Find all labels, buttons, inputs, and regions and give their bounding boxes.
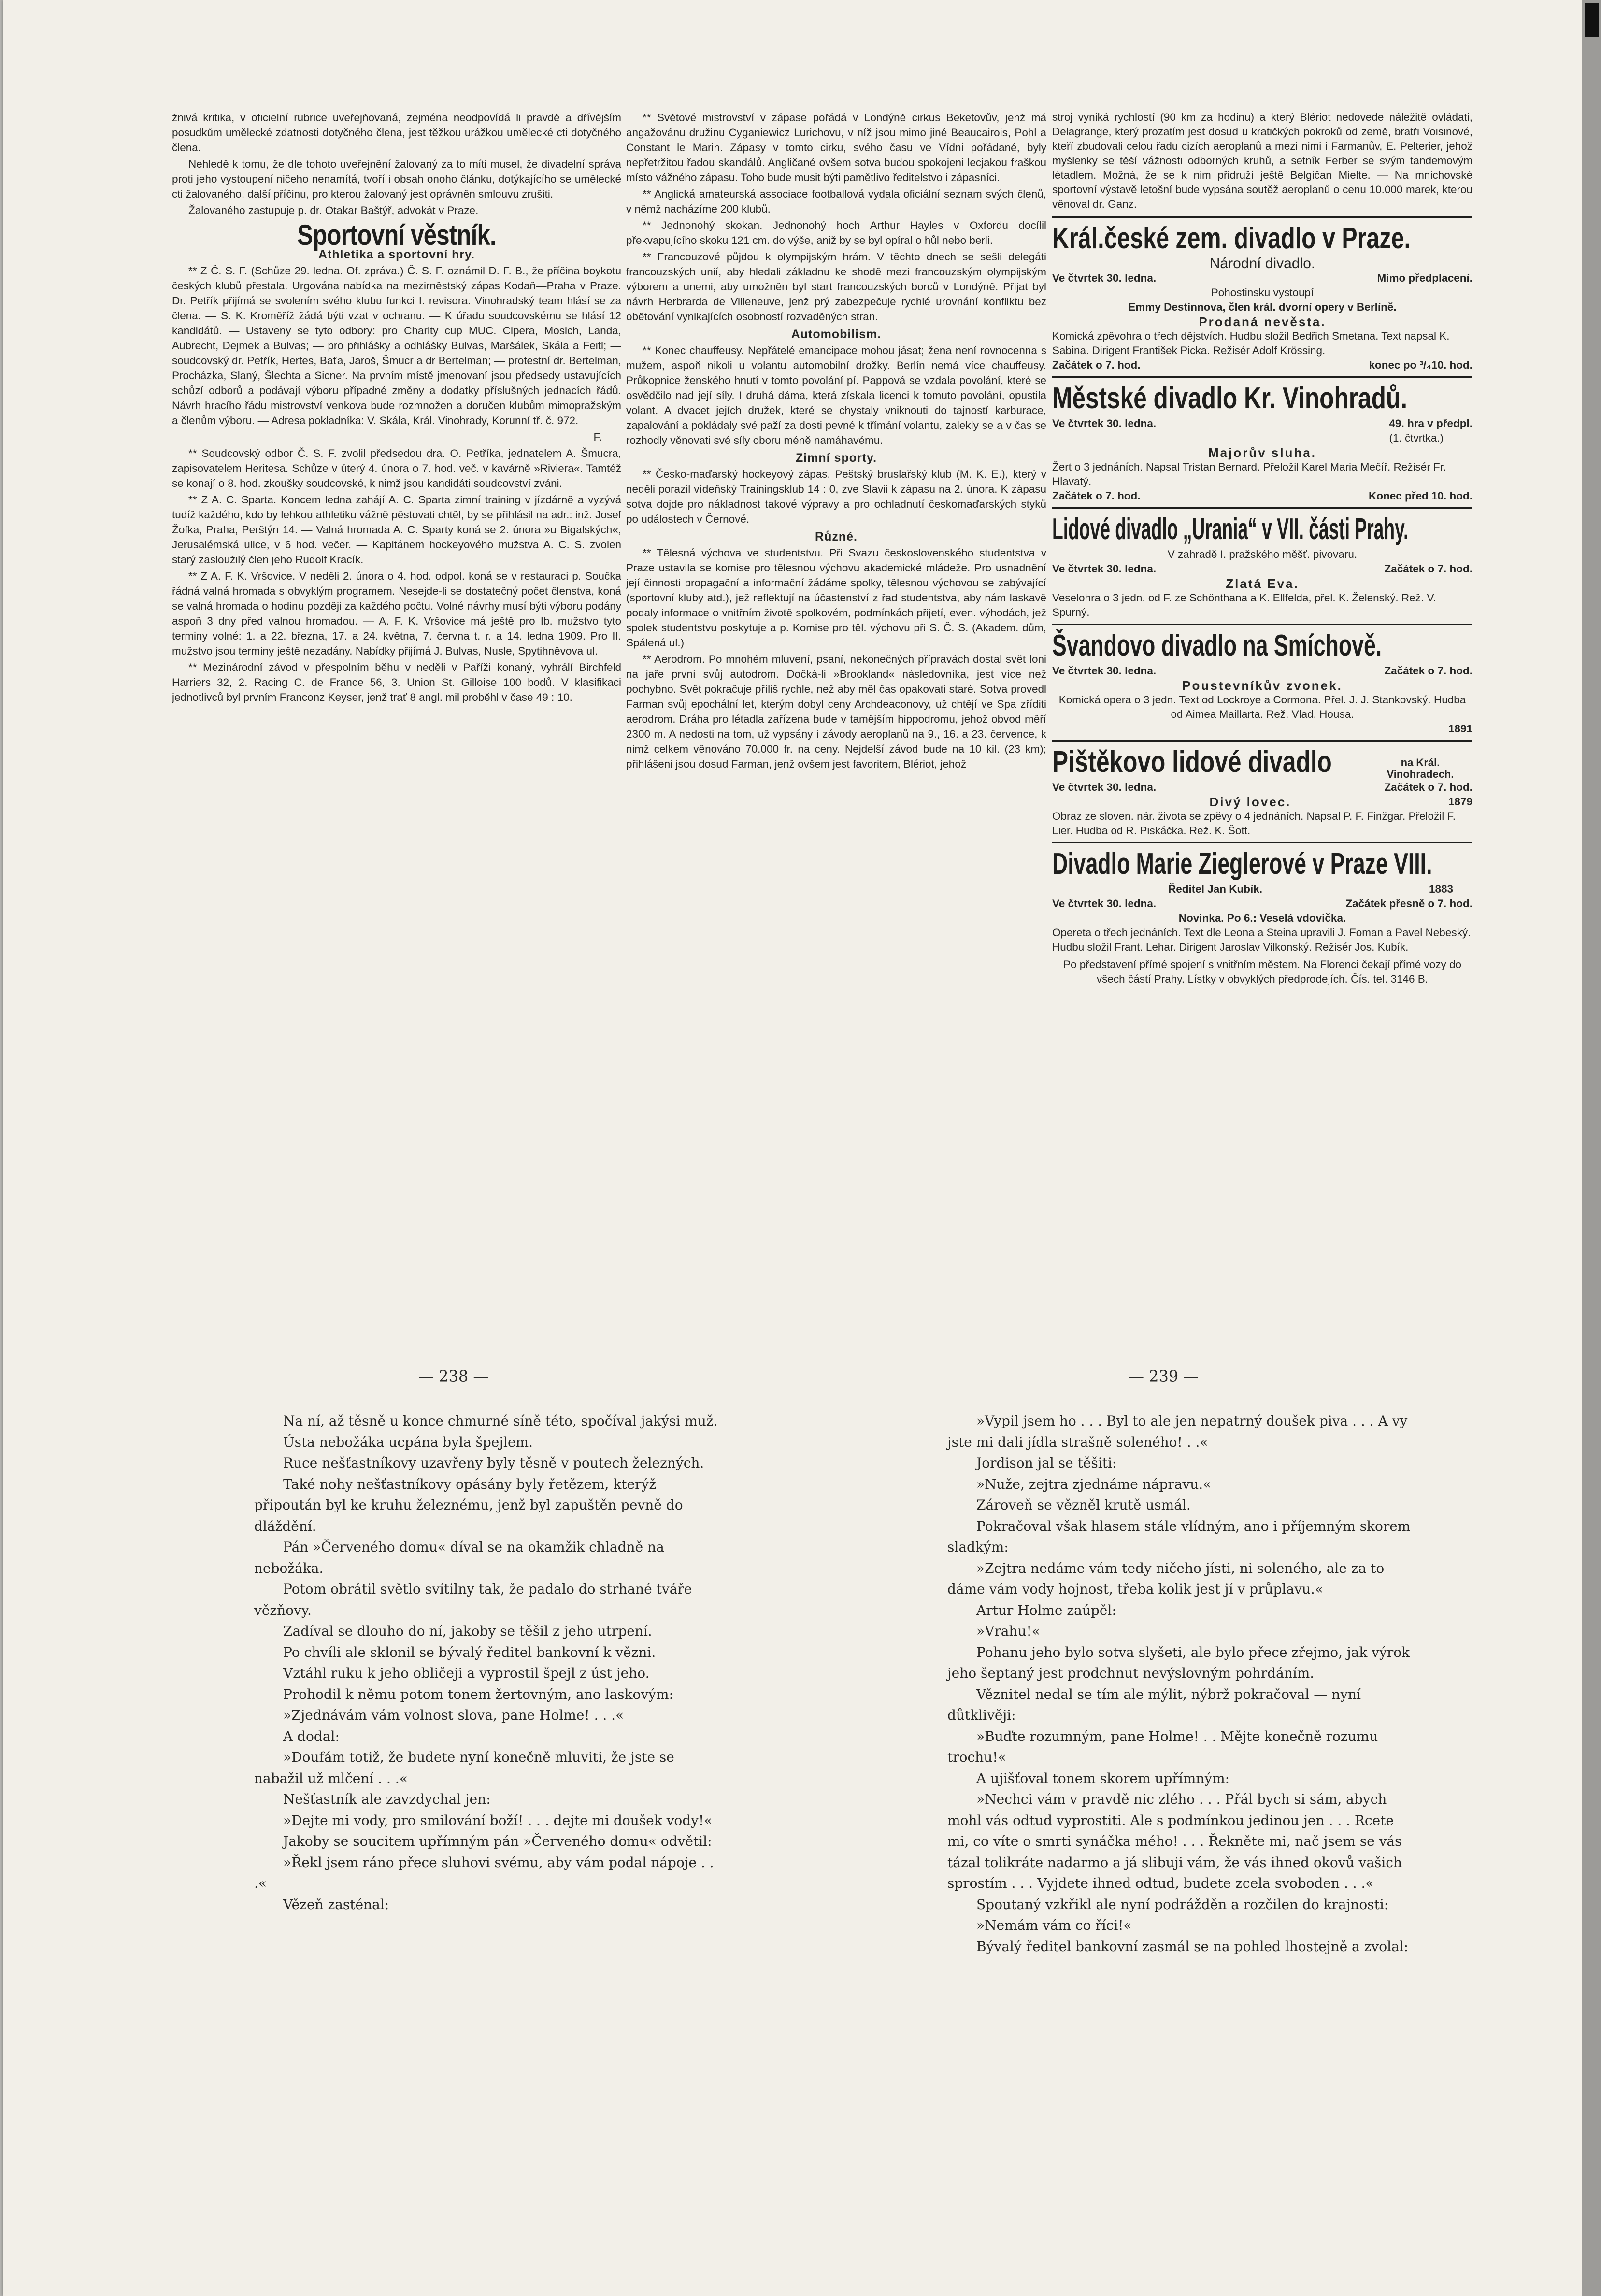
founding-year: 1883: [1429, 883, 1453, 895]
guest-artist: Emmy Destinnova, člen král. dvorní opery v Berlíně.: [1128, 301, 1397, 313]
play-title: Prodaná nevěsta.: [1199, 314, 1326, 329]
divider: [1052, 842, 1472, 843]
story-paragraph: Věznitel nedal se tím ale mýlit, nýbrž pokračoval — nyní důtklivěji:: [947, 1686, 1361, 1723]
story-paragraph: Na ní, až těsně u konce chmurné síně této, spočíval jakýsi muž.: [283, 1413, 718, 1429]
subheading: Různé.: [815, 530, 858, 543]
theatre-name: Lidové divadlo „Urania“ v VII. části Prahy.: [1052, 513, 1409, 546]
play-description: Opereta o třech jednáních. Text dle Leona a Steina upravili J. Foman a Pavel Nebeský. Hudbu složil Frant. Lehar. Dirigent Jaroslav Vilkonský. Režisér Jos. Kubík.: [1052, 927, 1471, 953]
story-paragraph: »Řekl jsem ráno přece sluhovi svému, aby vám podal nápoje . . .«: [254, 1854, 714, 1891]
article-paragraph: ** Aerodrom. Po mnohém mluvení, psaní, nekonečných přípravách dostal svět loni na jaře první svůj autodrom. Dočká-li »Brookland« následovníka, jest více než pochybno. Svět pokračuje příliš rychle, než aby měl čas opakovati staré. Sotva provedl Farman svůj epochální let, kterým dobyl ceny Archdeaconovy, už chtějí ve Spa zříditi aerodrom. Dráha pro létadla zařízena bude v tamějším hippodromu, jehož obvod měří 2300 m. A nedosti na tom, už vypsány i závody aeroplanů na 9., 16. a 23. července, k nimž celkem věnováno 70.000 fr. na ceny. Nejdelší závod bude na 10 kil. (23 km); přihlášeni jsou dosud Farman, jenž ovšem jest favoritem, Blériot, jehož: [626, 653, 1046, 770]
start-time: Začátek o 7. hod.: [1052, 359, 1141, 371]
scan-marker: [1585, 3, 1599, 37]
page-number-left: — 238 —: [418, 1367, 489, 1385]
theatre-name: Městské divadlo Kr. Vinohradů.: [1052, 382, 1408, 415]
premiere-year: 1879: [1448, 796, 1472, 808]
start-time: Začátek přesně o 7. hod.: [1345, 898, 1472, 910]
note: Pohostinsku vystoupí: [1211, 286, 1314, 299]
story-paragraph: Ruce nešťastníkovy uzavřeny byly těsně v poutech železných.: [283, 1455, 704, 1471]
article-paragraph: ** Konec chauffeusy. Nepřátelé emancipace mohou jásat; žena není rovnocenna s mužem, aspoň nikoli u volantu automobilní drožky. Berlín nemá více chauffeusy. Průkopnice ženského hnutí v tomto povolání pí. Pappová se vzdala povolání, které se osvědčilo nad její síly. I druhá dáma, která získala licenci k tomuto povolání, opustila volant. A dvacet jejích družek, které se chystaly vniknouti do tajností karburace, zapalování a pokládaly své paží za dosti pevné k třímání volantu, zalekly se a v čas se rozhodly věnovati své síly oboru méně namáhavému.: [626, 344, 1046, 446]
story-paragraph: Jordison jal se těšiti:: [976, 1455, 1117, 1471]
story-paragraph: Pohanu jeho bylo sotva slyšeti, ale bylo přece zřejmo, jak výrok jeho šeptaný jest prodchnut nevýslovným pohrdáním.: [947, 1644, 1410, 1681]
start-time: Začátek o 7. hod.: [1052, 490, 1141, 502]
play-title: Majorův sluha.: [1208, 445, 1317, 460]
article-paragraph: žnivá kritika, v oficielní rubrice uveřejňovaná, zejména neodpovídá li pravdě a dřívějším posudkům umělecké zdatnosti dotyčného člena, jest těžkou urážkou umělecké cti dotyčného člena.: [172, 112, 621, 154]
story-paragraph: Prohodil k němu potom tonem žertovným, ano laskovým:: [283, 1686, 673, 1702]
article-paragraph: Žalovaného zastupuje p. dr. Otakar Baštýř, advokát v Praze.: [188, 204, 479, 216]
story-left: [254, 1411, 723, 1915]
article-paragraph: stroj vyniká rychlostí (90 km za hodinu) a který Blériot nedovede náležitě ovládati, Delagrange, který prozatím jest dosud u kratičkých pokroků od země, bratři Voisinové, kteří zbudovali celou řadu cizích aeroplanů a mezi nimi i Farmanův, E. Pelterier, jehož myšlenky se těší vážnosti odborných kruhů, a setník Ferber se svým tandemovým létadlem. Možná, že se k nim přidruží ještě Belgičan Mielte. — Na mnichovské sportovní výstavě letošní bude vypsána soutěž aeroplanů o cenu 10.000 marek, kterou věnoval dr. Ganz.: [1052, 111, 1472, 210]
article-paragraph: ** Soudcovský odbor Č. S. F. zvolil předsedou dra. O. Petříka, jednatelem A. Šmucra, zapisovatelem Heritesa. Schůze v úterý 4. února o 7. hod. več. v kavárně »Riviera«. Tamtéž se konají o 8. hod. zkoušky soudcovské, k nimž jsou kandidáti soudcovství zváni.: [172, 447, 621, 489]
start-time: Začátek o 7. hod.: [1384, 563, 1472, 575]
date: Ve čtvrtek 30. ledna.: [1052, 272, 1157, 284]
story-paragraph: »Nechci vám v pravdě nic zlého . . . Přál bych si sám, abych mohl vás odtud vyprostiti. Ale s podmínkou jedinou jen . . . Rcete mi, co víte o smrti synáčka mého! . . . Řekněte mi, nač jsem se vás tázal tolikráte nadarmo a já slibuji vám, že vás ihned okovů vašich sprostím . . . Vyjdete ihned odtud, budete zcela svoboden . . .«: [947, 1791, 1402, 1891]
story-paragraph: Zároveň se vězněl krutě usmál.: [976, 1497, 1191, 1513]
story-paragraph: Jakoby se soucitem upřímným pán »Červeného domu« odvětil:: [283, 1833, 712, 1849]
divider: [1052, 376, 1472, 378]
theatre-subname: V zahradě I. pražského měšť. pivovaru.: [1167, 548, 1358, 560]
date: Ve čtvrtek 30. ledna.: [1052, 898, 1157, 910]
story-paragraph: »Zjednávám vám volnost slova, pane Holme! . . .«: [283, 1707, 624, 1723]
story-paragraph: »Vypil jsem ho . . . Byl to ale jen nepatrný doušek piva . . . A vy jste mi dali jídla strašně soleného! . .«: [947, 1413, 1408, 1450]
newspaper-sheet: [3, 0, 1582, 2296]
play-title: Zlatá Eva.: [1226, 576, 1299, 591]
article-paragraph: ** Z A. F. K. Vršovice. V neděli 2. února o 4. hod. odpol. koná se v restauraci p. Součka řádná valná hromada s obvyklým programem. Nesejde-li se dostatečný počet členstva, koná se valná hromada o hodinu později za každého počtu. Volné návrhy musí býti výboru podány aspoň 3 dny před valnou hromadou. — A. F. K. Vršovice má ještě pro Ib. mužstvo tyto terminy volné: 1. a 22. března, 17. a 24. května, 7. června t. r. a 14. ledna 1909. Pro II. mužstvo jsou terminy ještě nezadány. Nabídky přijímá J. Bulvas, Nusle, Spytihněvova ul.: [172, 570, 621, 657]
subscription: 49. hra v předpl.: [1389, 417, 1472, 429]
article-paragraph: ** Z A. C. Sparta. Koncem ledna zahájí A. C. Sparta zimní training v jízdárně a vyzývá tudíž každého, kdo by lehkou athletiku vážně pěstovati chtěl, by se přihlásil na adr.: inž. Josef Žofka, Praha, Perštýn 14. — Valná hromada A. C. Sparty koná se 2. února »u Bigalských«, Jerusalémská ulice, v 6 hod. večer. — Kapitánem hockeyového mužstva A. C. S. zvolen starý zasloužilý člen jeho Rudolf Kracík.: [172, 494, 621, 566]
column-2: [626, 110, 1046, 773]
date: Ve čtvrtek 30. ledna.: [1052, 665, 1157, 677]
play-description: Žert o 3 jednáních. Napsal Tristan Bernard. Přeložil Karel Maria Mečíř. Režisér Fr. Hlavatý.: [1052, 461, 1446, 487]
section-title: Sportovní věstník.: [297, 219, 496, 251]
theatre-name: Pištěkovo lidové divadlo: [1052, 745, 1332, 779]
theatre-listing: [1052, 216, 1472, 372]
premiere-year: 1891: [1448, 723, 1472, 735]
subheading: Automobilism.: [791, 328, 882, 341]
story-paragraph: Pokračoval však hlasem stále vlídným, ano i příjemným skorem sladkým:: [947, 1518, 1411, 1555]
story-paragraph: Také nohy nešťastníkovy opásány byly řetězem, kterýž připoután byl ke kruhu železnému, jenž byl zapuštěn pevně do dláždění.: [254, 1476, 683, 1534]
story-paragraph: Potom obrátil světlo svítilny tak, že padalo do strhané tváře vězňovy.: [254, 1581, 692, 1618]
subscription-note: (1. čtvrtka.): [1389, 432, 1444, 444]
play-description: Komická opera o 3 jedn. Text od Lockroye a Cormona. Přel. J. J. Stankovský. Hudba od Aimea Maillarta. Rež. Vlad. Housa.: [1058, 694, 1466, 720]
story-paragraph: Ústa nebožáka ucpána byla špejlem.: [283, 1434, 533, 1450]
theatre-location: na Král. Vinohradech.: [1387, 756, 1454, 780]
end-time: Konec před 10. hod.: [1368, 490, 1472, 502]
story-paragraph: »Doufám totiž, že budete nyní konečně mluviti, že jste se nabažil už mlčení . . .«: [254, 1749, 674, 1786]
story-right: [947, 1411, 1411, 1957]
transport-note: Po představení přímé spojení s vnitřním městem. Na Florenci čekají přímé vozy do všech částí Prahy. Lístky v obvyklých předprodejích. Čís. tel. 3146 B.: [1063, 958, 1462, 985]
article-paragraph: ** Francouzové půjdou k olympijským hrám. V těchto dnech se sešli delegáti francouzských unií, aby hledali základnu ke shodě mezi francouzským olympijským výborem a unemi, aby umožněn byl start francouzských borců v Londýně. Přijat byl návrh Herbrarda de Villeneuve, jenž prý zabezpečuje rychlé urovnání konfliktu bez obětování vynikajících osobností rozvaděných stran.: [626, 251, 1046, 323]
theatre-listing: [1052, 740, 1472, 838]
subscription: Mimo předplacení.: [1377, 272, 1472, 284]
divider: [1052, 740, 1472, 742]
story-paragraph: Zadíval se dlouho do ní, jakoby se těšil z jeho utrpení.: [283, 1623, 652, 1639]
column-1: [172, 110, 621, 706]
theatre-name: Král.české zem. divadlo v Praze.: [1052, 222, 1411, 255]
play-title: Novinka. Po 6.: Veselá vdovička.: [1178, 912, 1346, 924]
story-paragraph: Spoutaný vzkřikl ale nyní podrážděn a rozčilen do krajnosti:: [976, 1896, 1389, 1912]
story-paragraph: »Zejtra nedáme vám tedy ničeho jísti, ni soleného, ale za to dáme vám vody hojnost, třeba kolik jest jí v průplavu.«: [947, 1560, 1385, 1597]
page-number-right: — 239 —: [1129, 1367, 1199, 1385]
start-time: Začátek o 7. hod.: [1384, 781, 1472, 793]
theatre-name: Švandovo divadlo na Smíchově.: [1052, 629, 1382, 662]
play-description: Obraz ze sloven. nár. života se zpěvy o 4 jednáních. Napsal P. F. Finžgar. Přeložil F. Lier. Hudba od R. Piskáčka. Rež. K. Šott.: [1052, 810, 1456, 837]
theatre-listing: [1052, 507, 1472, 620]
theatre-listing: [1052, 624, 1472, 736]
article-paragraph: ** Anglická amateurská associace footballová vydala oficiální seznam svých členů, v němž nacházíme 200 klubů.: [626, 188, 1046, 215]
divider: [1052, 507, 1472, 509]
article-paragraph: ** Jednonohý skokan. Jednonohý hoch Arthur Hayles v Oxfordu docílil překvapujícího skoku 121 cm. do výše, aniž by se byl opíral o hůl nebo berli.: [626, 219, 1046, 246]
article-paragraph: ** Tělesná výchova ve studentstvu. Při Svazu československého studentstva v Praze ustavila se komise pro tělesnou výchovu akademické mládeže. Pro usnadnění její činnosti propagační a informační žádáme spolky, tělesnou výchovou se zabývající (sportovní kluby atd.), jež reflektují na účastenství z řad studentstva, aby nám laskavě podaly informace o vnitřním životě spolkovém, podmínkách přijetí, even. výhodách, jež spolek studentstvu poskytuje a p. Komise pro těl. výchovu při S. Č. S. (Akadem. dům, Spálená ul.): [626, 547, 1046, 649]
subheading: Zimní sporty.: [795, 451, 877, 465]
theatre-subname: Národní divadlo.: [1209, 256, 1315, 271]
article-paragraph: ** Světové mistrovství v zápase pořádá v Londýně cirkus Beketovův, jenž má angažovánu družinu Cyganiewicz Lurichovu, v níž jsou mimo jiné Beaucairois, Pohl a Constant le Marin. Zápasy v tomto cirku, svého času ve Vídni pořádané, byly nepřetržitou řadou skandálů. Angličané ovšem sotva budou spokojeni lecjakou fraškou místo vážného zápasu. Toho bude musit býti pamětlivo ředitelstvo i zápasníci.: [626, 112, 1046, 184]
story-paragraph: »Nuže, zejtra zjednáme nápravu.«: [976, 1476, 1212, 1492]
story-paragraph: Pán »Červeného domu« díval se na okamžik chladně na nebožáka.: [254, 1539, 664, 1576]
story-paragraph: Po chvíli ale sklonil se bývalý ředitel bankovní k vězni.: [283, 1644, 656, 1660]
article-paragraph: ** Česko-maďarský hockeyový zápas. Peštský bruslařský klub (M. K. E.), který v neděli porazil vídeňský Trainingsklub 14 : 0, zve Slavii k zápasu na 2. února. K zápasu sotva dojde pro nákladnost takové výpravy a pro ochladnutí českomaďarských styků po událostech v Černové.: [626, 468, 1046, 525]
story-paragraph: A dodal:: [283, 1728, 340, 1744]
article-paragraph: ** Mezinárodní závod v přespolním běhu v neděli v Paříži konaný, vyhrálí Birchfeld Harriers 32, 2. Racing C. de France 56, 3. Union St. Gilloise 100 bodů. V klasifikaci jednotlivců byl prvním Franconz Keyser, jenž trať 8 angl. mil proběhl v čase 49 : 10.: [172, 661, 621, 703]
story-paragraph: »Nemám vám co říci!«: [976, 1917, 1132, 1933]
story-paragraph: Vězeň zasténal:: [283, 1896, 389, 1912]
date: Ve čtvrtek 30. ledna.: [1052, 781, 1157, 793]
theatre-name: Divadlo Marie Zieglerové v Praze VIII.: [1052, 847, 1432, 881]
theatre-listing: [1052, 376, 1472, 503]
story-paragraph: Bývalý ředitel bankovní zasmál se na pohled lhostejně a zvolal:: [976, 1938, 1409, 1954]
date: Ve čtvrtek 30. ledna.: [1052, 417, 1157, 429]
divider: [1052, 216, 1472, 218]
story-paragraph: »Dejte mi vody, pro smilování boží! . . . dejte mi doušek vody!«: [283, 1812, 713, 1828]
story-paragraph: Nešťastník ale zavzdychal jen:: [283, 1791, 491, 1807]
article-paragraph: ** Z Č. S. F. (Schůze 29. ledna. Of. zpráva.) Č. S. F. oznámil D. F. B., že příčina boykotu českých klubů přestala. Urgována nabídka na mezirněstský zápas Kodaň—Praha v Praze. Dr. Petřík přijímá se svolením svého klubu funkci I. revisora. Vinohradský team hlásí se za člena. — S. K. Kroměříž žádá býti vzat v ochranu. — K úřadu soudcovskému se hlásí 12 kandidátů. — Ustaveny se tyto odbory: pro Charity cup MUC. Cipera, Mosich, Landa, Aubrecht, Dejmek a Bulvas; — pro přihlášky a odhlášky Bulvas, Maršálek, Skála a Feitl; — soudcovský dr. Petřík, Hertes, Baťa, Jaroš, Šmucr a dr Bertelman; — protestní dr. Bertelman, Procházka, Slaný, Šlechta a Sicner. Na prvním místě jmenovaní jsou předsedy ustavujících schůzí odborů a podávají výboru případné změny a dodatky příslušných jednacích řádů. Návrh hracího řádu mistrovství venkova bude rozmnožen a doručen klubům mimopražským a členům výboru. — Adresa pokladníka: V. Skála, Král. Vinohrady, Korunní tř. č. 972.: [172, 265, 621, 427]
story-paragraph: »Buďte rozumným, pane Holme! . . Mějte konečně rozumu trochu!«: [947, 1728, 1378, 1765]
director: Ředitel Jan Kubík.: [1168, 883, 1263, 895]
play-title: Poustevníkův zvonek.: [1182, 678, 1343, 693]
divider: [1052, 624, 1472, 625]
date: Ve čtvrtek 30. ledna.: [1052, 563, 1157, 575]
play-description: Komická zpěvohra o třech dějstvích. Hudbu složil Bedřich Smetana. Text napsal K. Sabina. Dirigent František Picka. Režisér Adolf Krössing.: [1052, 330, 1450, 357]
story-paragraph: A ujišťoval tonem skorem upřímným:: [976, 1770, 1230, 1786]
story-paragraph: Vztáhl ruku k jeho obličeji a vyprostil špejl z úst jeho.: [283, 1665, 650, 1681]
play-description: Veselohra o 3 jedn. od F. ze Schönthana a K. Ellfelda, přel. K. Želenský. Rež. V. Spurný.: [1052, 592, 1436, 618]
story-paragraph: Artur Holme zaúpěl:: [976, 1602, 1116, 1618]
theatre-listing: [1052, 842, 1472, 986]
end-time: konec po ³/₄10. hod.: [1369, 359, 1472, 371]
story-paragraph: »Vrahu!«: [976, 1623, 1040, 1639]
play-title: Divý lovec.: [1209, 795, 1291, 809]
scan-edge: [1582, 0, 1601, 2296]
column-3: [1052, 110, 1472, 990]
start-time: Začátek o 7. hod.: [1384, 665, 1472, 677]
article-signature: F.: [593, 431, 602, 443]
subheading: Athletika a sportovní hry.: [318, 248, 475, 261]
article-paragraph: Nehledě k tomu, že dle tohoto uveřejnění žalovaný za to míti musel, že divadelní správa proti jeho vystoupení ničeho nenamítá, tvoří i obsah onoho článku, dotýkajícího se umělecké cti žalovaného, další příčinu, pro kterou žalovaný jest oprávněn smlouvu zrušiti.: [172, 158, 621, 200]
